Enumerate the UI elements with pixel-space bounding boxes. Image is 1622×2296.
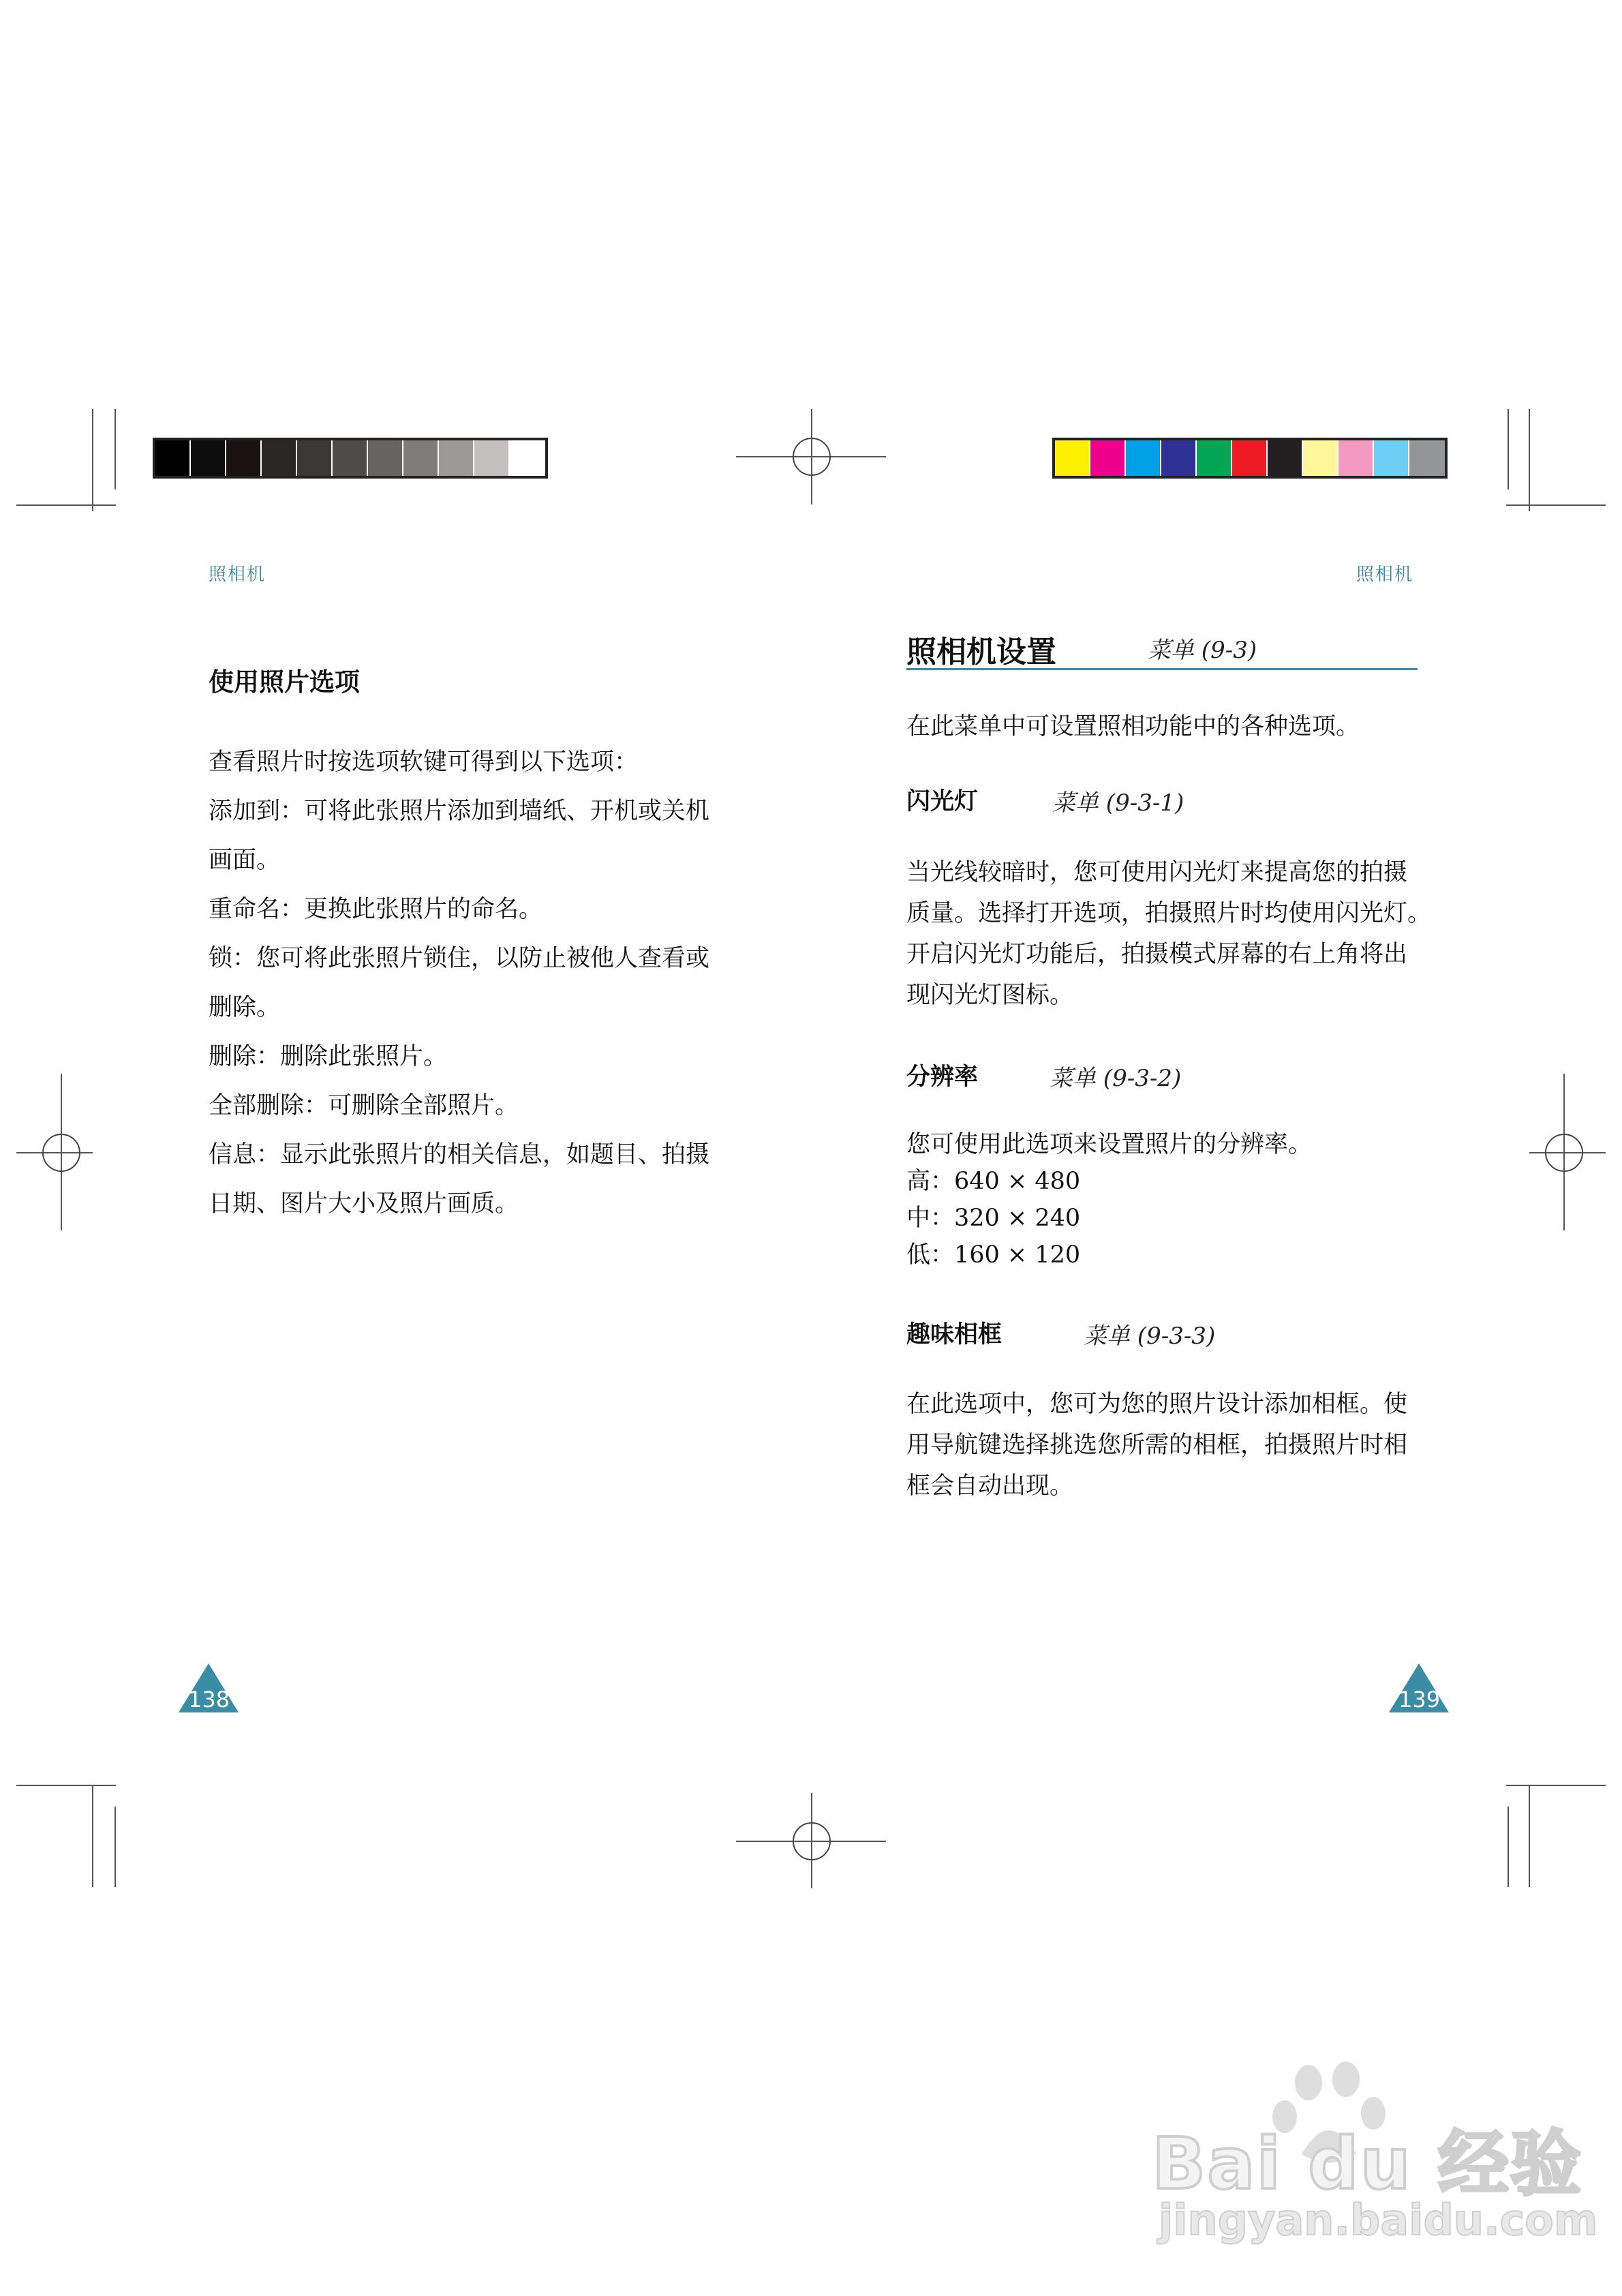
body-line: 全部删除：可删除全部照片。 — [209, 1092, 519, 1119]
color-swatch — [1232, 440, 1268, 476]
color-calibration-strip — [1052, 438, 1448, 479]
color-swatch — [297, 440, 333, 476]
color-swatch — [1268, 440, 1303, 476]
color-swatch — [1161, 440, 1197, 476]
page-number-left: 138 — [188, 1687, 230, 1712]
body-line: 锁：您可将此张照片锁住，以防止被他人查看或 — [209, 945, 710, 972]
resolution-intro: 您可使用此选项来设置照片的分辨率。 — [906, 1131, 1313, 1158]
color-swatch — [1055, 440, 1090, 476]
flash-menu-ref: 菜单 (9-3-1) — [1052, 789, 1184, 817]
color-swatch — [1409, 440, 1445, 476]
body-line: 在此选项中，您可为您的照片设计添加相框。使 — [906, 1391, 1408, 1418]
watermark-brand: Bai du 经验 — [1152, 2122, 1582, 2205]
resolution-body — [906, 1126, 1438, 1273]
color-swatch — [510, 440, 545, 476]
body-line: 画面。 — [209, 847, 281, 874]
right-section-label: 照相机 — [1356, 564, 1414, 585]
body-line: 重命名：更换此张照片的命名。 — [209, 896, 543, 923]
grayscale-calibration-strip — [153, 438, 548, 479]
body-line: 框会自动出现。 — [906, 1472, 1074, 1500]
body-line: 开启闪光灯功能后，拍摄模式屏幕的右上角将出 — [906, 941, 1408, 968]
color-swatch — [474, 440, 510, 476]
color-swatch — [1090, 440, 1126, 476]
resolution-heading: 分辨率 — [906, 1063, 979, 1091]
color-swatch — [155, 440, 191, 476]
color-swatch — [226, 440, 262, 476]
frame-body — [906, 1384, 1438, 1507]
flash-heading: 闪光灯 — [906, 788, 979, 815]
resolution-low: 低：160 × 120 — [906, 1241, 1081, 1269]
color-swatch — [1126, 440, 1161, 476]
body-line: 删除。 — [209, 994, 281, 1021]
color-swatch — [1338, 440, 1374, 476]
frame-heading-row — [906, 1316, 1216, 1350]
color-swatch — [262, 440, 297, 476]
color-swatch — [1374, 440, 1409, 476]
resolution-mid: 中：320 × 240 — [906, 1205, 1081, 1232]
body-line: 现闪光灯图标。 — [906, 982, 1074, 1009]
body-line: 日期、图片大小及照片画质。 — [209, 1190, 519, 1218]
flash-heading-row — [906, 783, 1184, 817]
body-line: 添加到：可将此张照片添加到墙纸、开机或关机 — [209, 798, 710, 825]
body-line: 删除：删除此张照片。 — [209, 1043, 448, 1070]
left-section-label: 照相机 — [209, 564, 266, 585]
color-swatch — [1303, 440, 1338, 476]
flash-body — [906, 852, 1438, 1016]
watermark-url: jingyan.baidu.com — [1159, 2195, 1598, 2245]
color-swatch — [403, 440, 439, 476]
body-line: 质量。选择打开选项，拍摄照片时均使用闪光灯。 — [906, 900, 1432, 927]
color-swatch — [368, 440, 403, 476]
right-page-title: 照相机设置 — [906, 635, 1056, 669]
body-line: 查看照片时按选项软键可得到以下选项： — [209, 749, 639, 776]
color-swatch — [191, 440, 226, 476]
resolution-high: 高：640 × 480 — [906, 1168, 1081, 1195]
resolution-heading-row — [906, 1058, 1182, 1092]
color-swatch — [333, 440, 368, 476]
color-swatch — [1197, 440, 1232, 476]
resolution-menu-ref: 菜单 (9-3-2) — [1050, 1065, 1182, 1092]
body-line: 当光线较暗时，您可使用闪光灯来提高您的拍摄 — [906, 859, 1408, 886]
page-number-right: 139 — [1398, 1687, 1441, 1712]
right-intro: 在此菜单中可设置照相功能中的各种选项。 — [906, 713, 1360, 740]
left-page-body — [209, 738, 740, 1228]
left-page-title: 使用照片选项 — [209, 667, 360, 697]
color-swatch — [439, 440, 474, 476]
right-page-title-row — [906, 626, 1418, 670]
body-line: 信息：显示此张照片的相关信息，如题目、拍摄 — [209, 1141, 710, 1168]
body-line: 用导航键选择挑选您所需的相框，拍摄照片时相 — [906, 1432, 1408, 1459]
frame-heading: 趣味相框 — [906, 1321, 1003, 1348]
title-menu-ref: 菜单 (9-3) — [1148, 637, 1257, 664]
frame-menu-ref: 菜单 (9-3-3) — [1084, 1323, 1216, 1350]
